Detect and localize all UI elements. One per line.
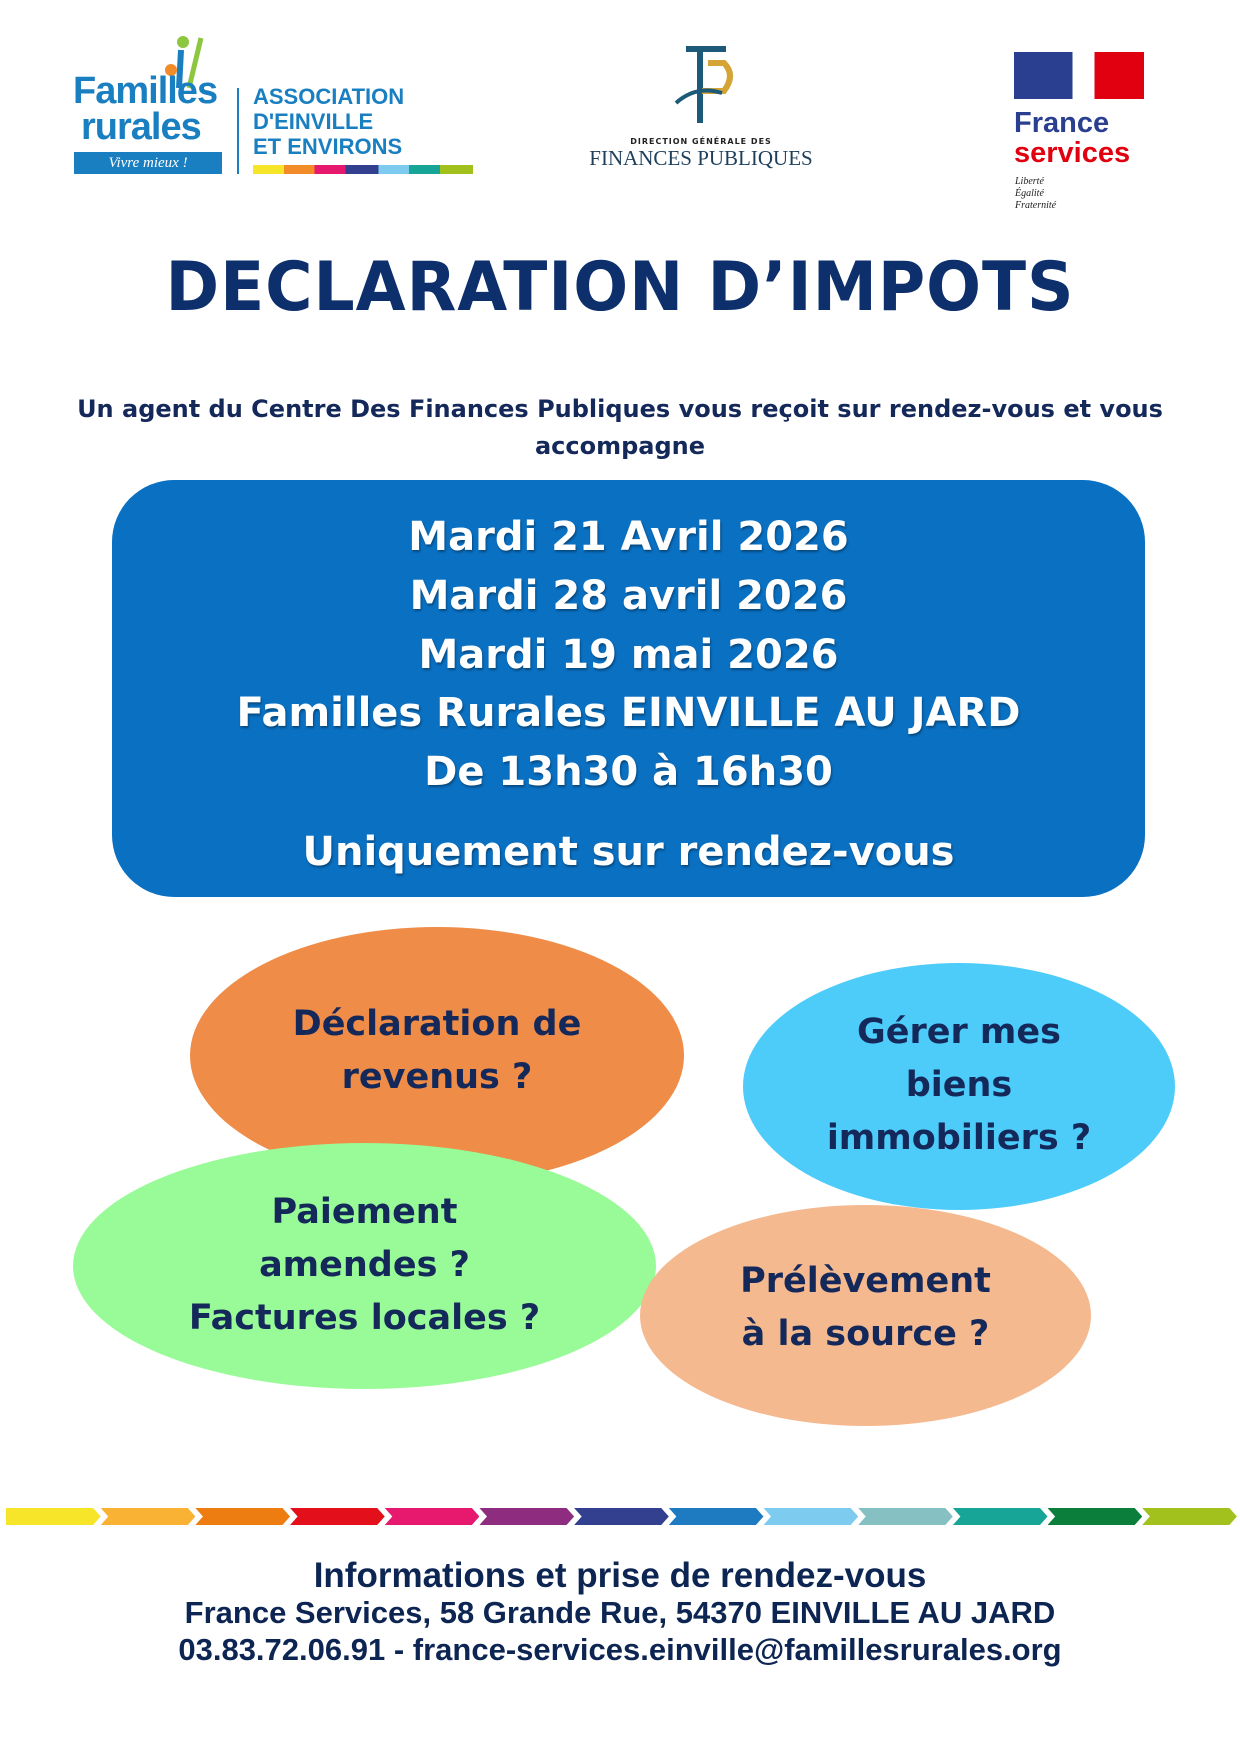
bubble-text: Déclaration de: [292, 1004, 582, 1044]
assoc-line: ET ENVIRONS: [253, 134, 403, 159]
assoc-line: ASSOCIATION: [253, 84, 405, 109]
rainbow-segment: [1048, 1508, 1143, 1525]
subtitle-line: accompagne: [534, 432, 706, 460]
appointment-note: Uniquement sur rendez-vous: [302, 829, 955, 875]
page-title: DECLARATION D’IMPOTS: [165, 248, 1075, 327]
logo-tagline: Vivre mieux !: [74, 152, 222, 174]
rainbow-segment: [101, 1508, 196, 1525]
bubble-text: Paiement: [271, 1192, 458, 1232]
bubble-text: revenus ?: [341, 1057, 533, 1097]
rainbow-divider: [6, 1508, 1237, 1525]
fp-monogram-icon: [666, 45, 736, 127]
location-line: Familles Rurales EINVILLE AU JARD: [236, 690, 1021, 736]
footer-address: France Services, 58 Grande Rue, 54370 EINVILLE AU JARD: [184, 1595, 1056, 1630]
rainbow-segment: [953, 1508, 1048, 1525]
rainbow-segment: [858, 1508, 953, 1525]
fs-line1: France: [1014, 107, 1110, 139]
bubble-text: amendes ?: [259, 1245, 470, 1285]
rainbow-segment: [1142, 1508, 1237, 1525]
dgfip-line1: DIRECTION GÉNÉRALE DES: [630, 137, 772, 146]
fs-line2: services: [1014, 137, 1131, 169]
footer-email-link[interactable]: france-services.einville@famillesrurales.org: [412, 1632, 1062, 1667]
hours-line: De 13h30 à 16h30: [424, 749, 833, 795]
footer-phone: 03.83.72.06.91 -: [178, 1632, 405, 1667]
rainbow-segment: [195, 1508, 290, 1525]
date-line: Mardi 21 Avril 2026: [408, 514, 849, 560]
logo-name-1: Familles: [73, 70, 218, 112]
france-services-logo: [1014, 52, 1149, 217]
bubble-text: Gérer mes: [857, 1012, 1061, 1052]
date-line: Mardi 19 mai 2026: [418, 632, 839, 678]
rainbow-segment: [290, 1508, 385, 1525]
date-line: Mardi 28 avril 2026: [409, 573, 848, 619]
bubble-text: à la source ?: [741, 1314, 990, 1354]
logo-name-2: rurales: [81, 106, 201, 148]
motto: Fraternité: [1015, 200, 1057, 211]
bubble-text: immobiliers ?: [826, 1118, 1092, 1158]
footer-heading: Informations et prise de rendez-vous: [313, 1556, 927, 1595]
footer-contact: [0, 1632, 1240, 1668]
dgfip-logo: [571, 45, 831, 175]
rainbow-segment: [574, 1508, 669, 1525]
subtitle-line: Un agent du Centre Des Finances Publiques vous reçoit sur rendez-vous et vous: [77, 395, 1163, 423]
motto: Liberté: [1015, 176, 1044, 187]
rainbow-segment: [385, 1508, 480, 1525]
rainbow-segment: [764, 1508, 859, 1525]
rainbow-segment: [669, 1508, 764, 1525]
dgfip-line2: FINANCES PUBLIQUES: [589, 146, 813, 170]
assoc-line: D'EINVILLE: [253, 109, 374, 134]
bubble-text: biens: [905, 1065, 1013, 1105]
rainbow-segment: [6, 1508, 101, 1525]
motto: Égalité: [1015, 188, 1044, 199]
bubble-text: Prélèvement: [740, 1261, 991, 1301]
rainbow-segment: [479, 1508, 574, 1525]
familles-rurales-logo: [73, 28, 473, 178]
bubble-text: Factures locales ?: [188, 1298, 541, 1338]
